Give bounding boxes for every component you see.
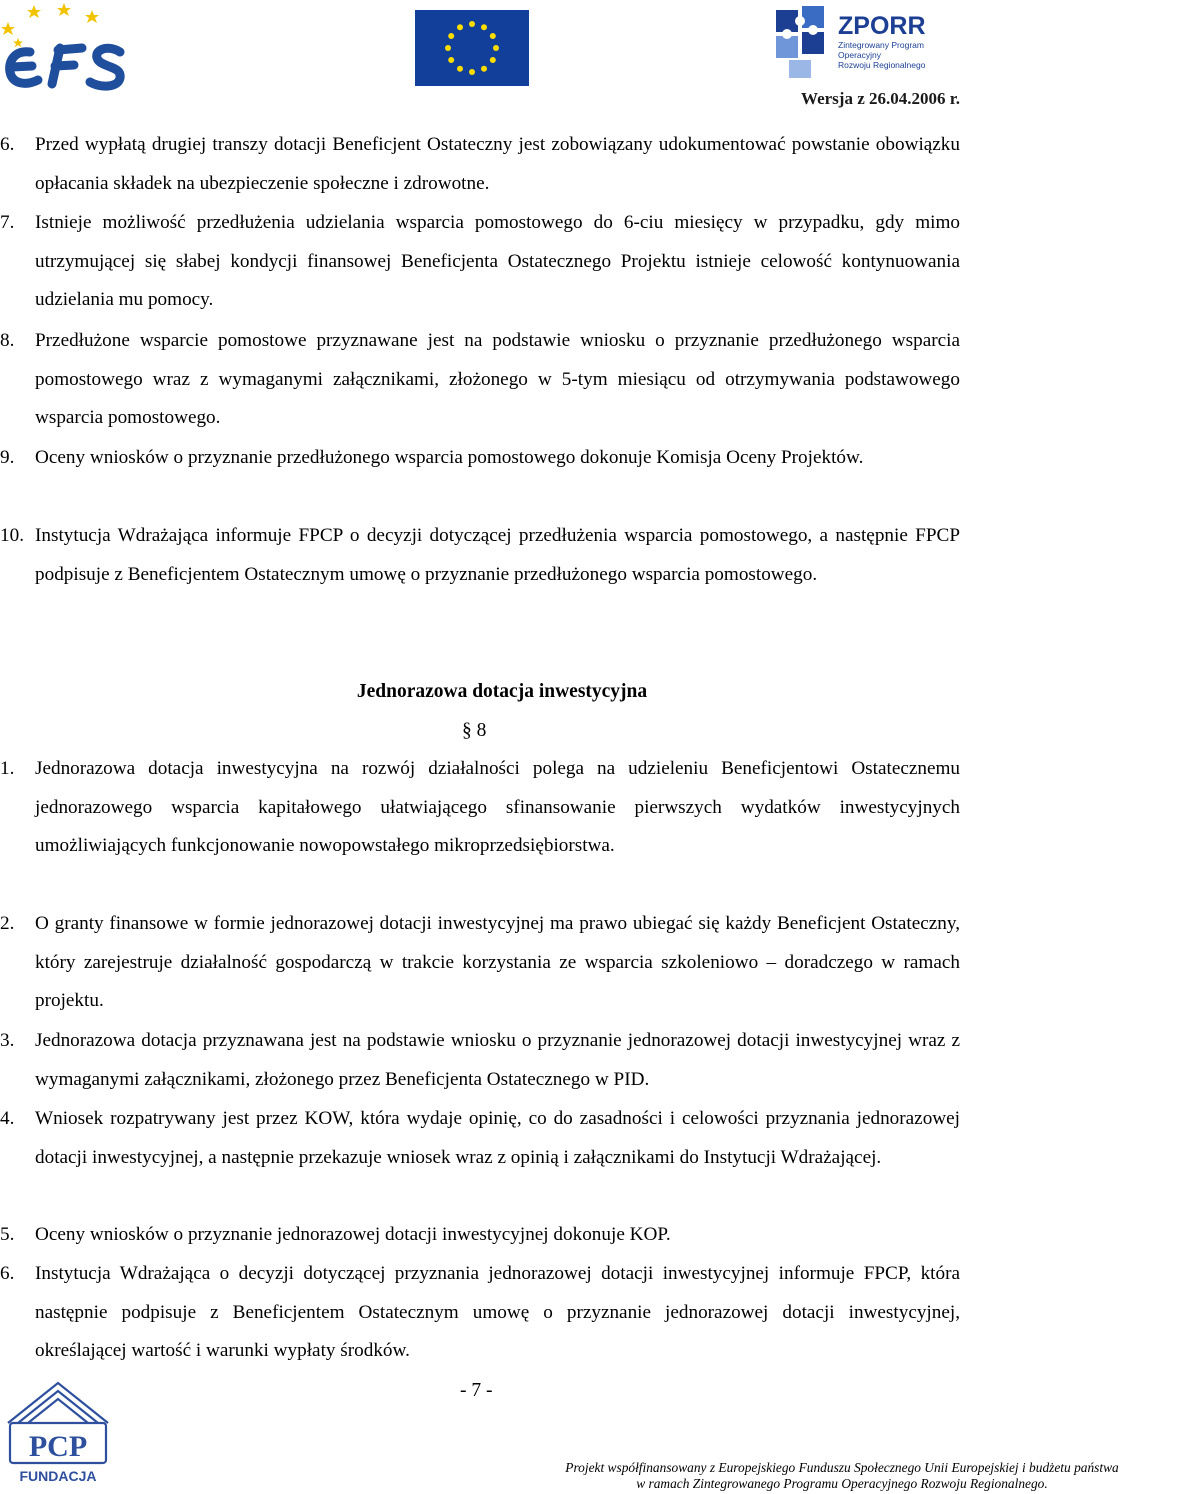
list-item-number: 5. [0,1224,15,1245]
list-item-text: Wniosek rozpatrywany jest przez KOW, która wydaje opinię, co do zasadności i celowości przyznania jednorazowej dotacji inwestycyjnej, a następnie przekazuje wniosek wraz z opinią i załącznikami do Instytucji Wdrażającej. [35,1108,960,1168]
list-item-number: 6. [0,134,15,155]
list-item [0,322,960,438]
pcp-logo-text: PCP [28,1430,88,1463]
list-item-text: Instytucja Wdrażająca informuje FPCP o decyzji dotyczącej przedłużenia wsparcia pomostowego, a następnie FPCP podpisuje z Beneficjentem Ostatecznym umowę o przyznanie przedłużonego wsparcia pomostowego. [35,525,960,585]
list-item-number: 3. [0,1030,15,1051]
list-item-text: O granty finansowe w formie jednorazowej dotacji inwestycyjnej ma prawo ubiegać się każdy Beneficjent Ostateczny, który zarejestruje działalność gospodarczą w trakcie korzystania ze wsparcia szkoleniowo – doradczego w ramach projektu. [35,913,960,1012]
list-item-text: Istnieje możliwość przedłużenia udzielania wsparcia pomostowego do 6-ciu miesięcy w przypadku, gdy mimo utrzymującej się słabej kondycji finansowej Beneficjenta Ostatecznego Projektu istnieje celowość kontynuowania udzielania mu pomocy. [35,212,960,311]
footer-line-1: Projekt współfinansowany z Europejskiego Funduszu Społecznego Unii Europejskiej i budżetu państwa [565,1460,1119,1475]
list-item-number: 8. [0,330,15,351]
list-item-number: 6. [0,1263,15,1284]
list-item-number: 10. [0,525,24,546]
pcp-foundation-logo [0,1377,116,1487]
list-item-text: Przed wypłatą drugiej transzy dotacji Beneficjent Ostateczny jest zobowiązany udokumentować powstanie obowiązku opłacania składek na ubezpieczenie społeczne i zdrowotne. [35,134,960,194]
list-item-number: 9. [0,447,15,468]
efs-stars [1,3,99,48]
list-item [0,1100,960,1177]
list-item-text: Instytucja Wdrażająca o decyzji dotyczącej przyznania jednorazowej dotacji inwestycyjnej informuje FPCP, która następnie podpisuje z Beneficjentem Ostatecznym umowę o przyznanie jednorazowej dotacji inwestycyjnej, określającej wartość i warunki wypłaty środków. [35,1263,960,1362]
zporr-logo [772,4,960,82]
section-heading: Jednorazowa dotacja inwestycyjna [356,681,648,702]
list-item [0,1216,960,1255]
zporr-subtitle-line3: Rozwoju Regionalnego [838,60,926,70]
list-item-text: Jednorazowa dotacja przyznawana jest na podstawie wniosku o przyznanie jednorazowej dotacji inwestycyjnej wraz z wymaganymi załącznikami, złożonego przez Beneficjenta Ostatecznego w PID. [35,1030,960,1090]
list-item [0,750,960,866]
zporr-title: ZPORR [838,12,926,40]
page-header [0,0,960,110]
pcp-logo-subtitle: FUNDACJA [19,1468,97,1484]
list-item-text: Oceny wniosków o przyznanie jednorazowej dotacji inwestycyjnej dokonuje KOP. [35,1224,671,1245]
zporr-puzzle-mark [776,6,824,78]
list-item-text: Jednorazowa dotacja inwestycyjna na rozwój działalności polega na udzieleniu Beneficjentowi Ostatecznemu jednorazowego wsparcia kapitałowego ułatwiającego sfinansowanie pierwszych wydatków inwestycyjnych umożliwiających funkcjonowanie nowopowstałego mikroprzedsiębiorstwa. [35,758,960,857]
list-item-number: 7. [0,212,15,233]
version-label: Wersja z 26.04.2006 r. [801,89,960,108]
zporr-subtitle-line1: Zintegrowany Program [838,40,924,50]
list-item-number: 4. [0,1108,15,1129]
footer-line-2: w ramach Zintegrowanego Programu Operacyjnego Rozwoju Regionalnego. [636,1476,1048,1491]
list-item [0,204,960,320]
list-item-text: Oceny wniosków o przyznanie przedłużonego wsparcia pomostowego dokonuje Komisja Oceny Projektów. [35,447,864,468]
section-mark: § 8 [462,720,487,741]
page-number: - 7 - [460,1380,493,1401]
list-item [0,1255,960,1371]
list-item-text: Przedłużone wsparcie pomostowe przyznawane jest na podstawie wniosku o przyznanie przedłużonego wsparcia pomostowego wraz z wymaganymi załącznikami, złożonego w 5-tym miesiącu od otrzymywania podstawowego wsparcia pomostowego. [35,330,960,429]
efs-logo [0,0,135,95]
footer-cofinancing-note [502,1460,1182,1492]
list-item [0,126,960,203]
list-item-number: 2. [0,913,15,934]
efs-letters [10,48,121,86]
list-item [0,905,960,1021]
list-item [0,517,960,594]
zporr-subtitle-line2: Operacyjny [838,50,881,60]
eu-flag-logo [415,10,529,86]
list-item [0,1022,960,1099]
list-item-number: 1. [0,758,15,779]
list-item [0,439,960,478]
